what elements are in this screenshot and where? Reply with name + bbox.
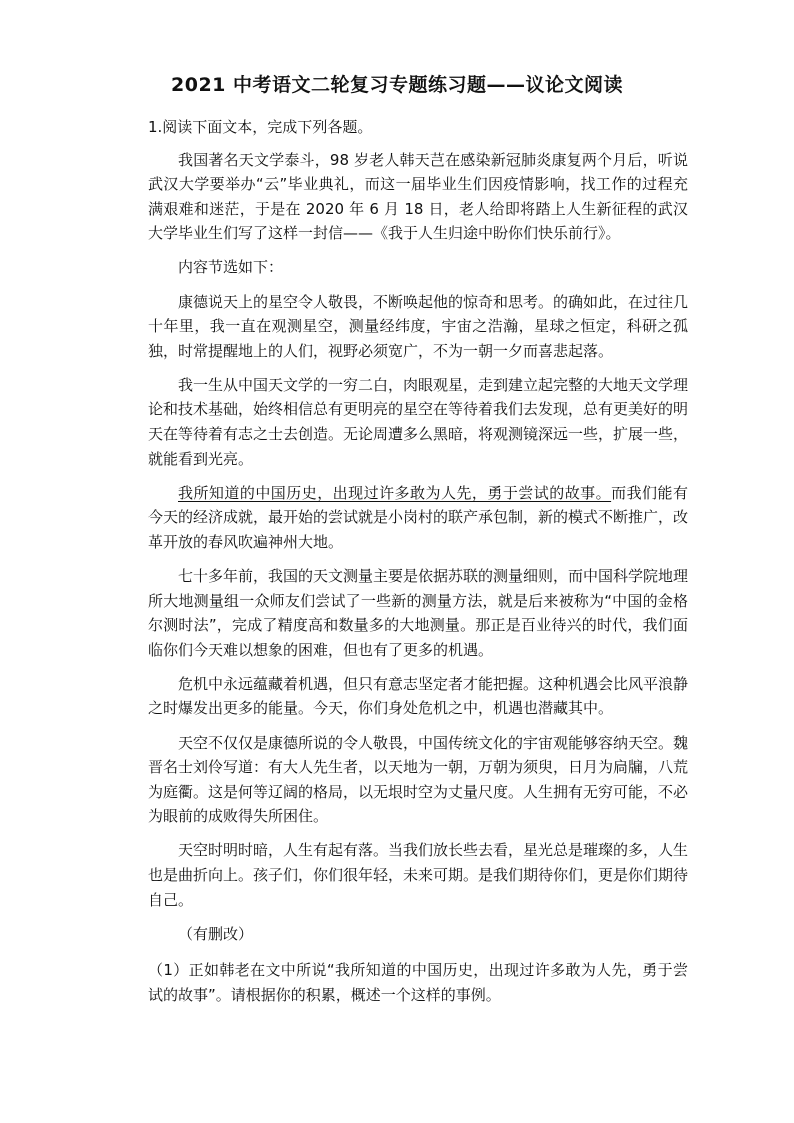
document-title: 2021 中考语文二轮复习专题练习题——议论文阅读 bbox=[171, 74, 623, 96]
sub-question-1: （1）正如韩老在文中所说“我所知道的中国历史，出现过许多敢为人先，勇于尝试的故事”。请根据你的积累，概述一个这样的事例。 bbox=[148, 961, 688, 1004]
question-intro: 1.阅读下面文本，完成下列各题。 bbox=[148, 118, 373, 136]
paragraph-closing: 天空时明时暗，人生有起有落。当我们放长些去看，星光总是璀璨的多，人生也是曲折向上。孩子们，你们很年轻，未来可期。是我们期待你们，更是你们期待自己。 bbox=[148, 841, 689, 909]
paragraph-cosmology: 天空不仅仅是康德所说的令人敬畏，中国传统文化的宇宙观能够容纳天空。魏晋名士刘伶写道：有大人先生者，以天地为一朝，万朝为须臾，日月为扃牖，八荒为庭衢。这是何等辽阔的格局，以无垠时空为丈量尺度。人生拥有无穷可能，不必为眼前的成败得失所困住。 bbox=[148, 733, 689, 826]
paragraph-excerpt-note: 内容节选如下： bbox=[178, 258, 284, 277]
paragraph-astronomy-career: 我一生从中国天文学的一穷二白，肉眼观星，走到建立起完整的大地天文学理论和技术基础，始终相信总有更明亮的星空在等待着我们去发现，总有更美好的明天在等待着有志之士去创造。无论周遭多么黑暗，将观测镜深远一些，扩展一些，就能看到光亮。 bbox=[148, 375, 689, 468]
paragraph-chinese-history bbox=[148, 481, 688, 555]
paragraph-crisis-opportunity: 危机中永远蕴藏着机遇，但只有意志坚定者才能把握。这种机遇会比风平浪静之时爆发出更多的能量。今天，你们身处危机之中，机遇也潜藏其中。 bbox=[148, 674, 689, 718]
edit-note: （有删改） bbox=[178, 924, 254, 943]
underlined-sentence: 我所知道的中国历史，出现过许多敢为人先，勇于尝试的故事。 bbox=[178, 483, 612, 502]
document-body bbox=[148, 115, 688, 1017]
paragraph-surveying-history: 七十多年前，我国的天文测量主要是依据苏联的测量细则，而中国科学院地理所大地测量组一众师友们尝试了一些新的测量方法，就是后来被称为“中国的金格尔测时法”，完成了精度高和数量多的大地测量。那正是百业待兴的时代，我们面临你们今天难以想象的困难，但也有了更多的机遇。 bbox=[148, 567, 689, 659]
paragraph-intro: 我国著名天文学泰斗，98 岁老人韩天芑在感染新冠肺炎康复两个月后，听说武汉大学要举办“云”毕业典礼，而这一届毕业生们因疫情影响，找工作的过程充满艰难和迷茫，于是在 2020 年 6 月 18 日，老人给即将踏上人生新征程的武汉大学毕业生们写了这样一封信——《我于人生归途中盼你们快乐前行》。 bbox=[148, 150, 688, 243]
paragraph-continuation: 而我们能有今天的经济成就，最开始的尝试就是小岗村的联产承包制，新的模式不断推广，改革开放的春风吹遍神州大地。 bbox=[148, 483, 689, 551]
paragraph-kant-starry-sky: 康德说天上的星空令人敬畏，不断唤起他的惊奇和思考。的确如此，在过往几十年里，我一直在观测星空，测量经纬度，宇宙之浩瀚，星球之恒定，科研之孤独，时常提醒地上的人们，视野必须宽广，不为一朝一夕而喜悲起落。 bbox=[148, 292, 689, 360]
